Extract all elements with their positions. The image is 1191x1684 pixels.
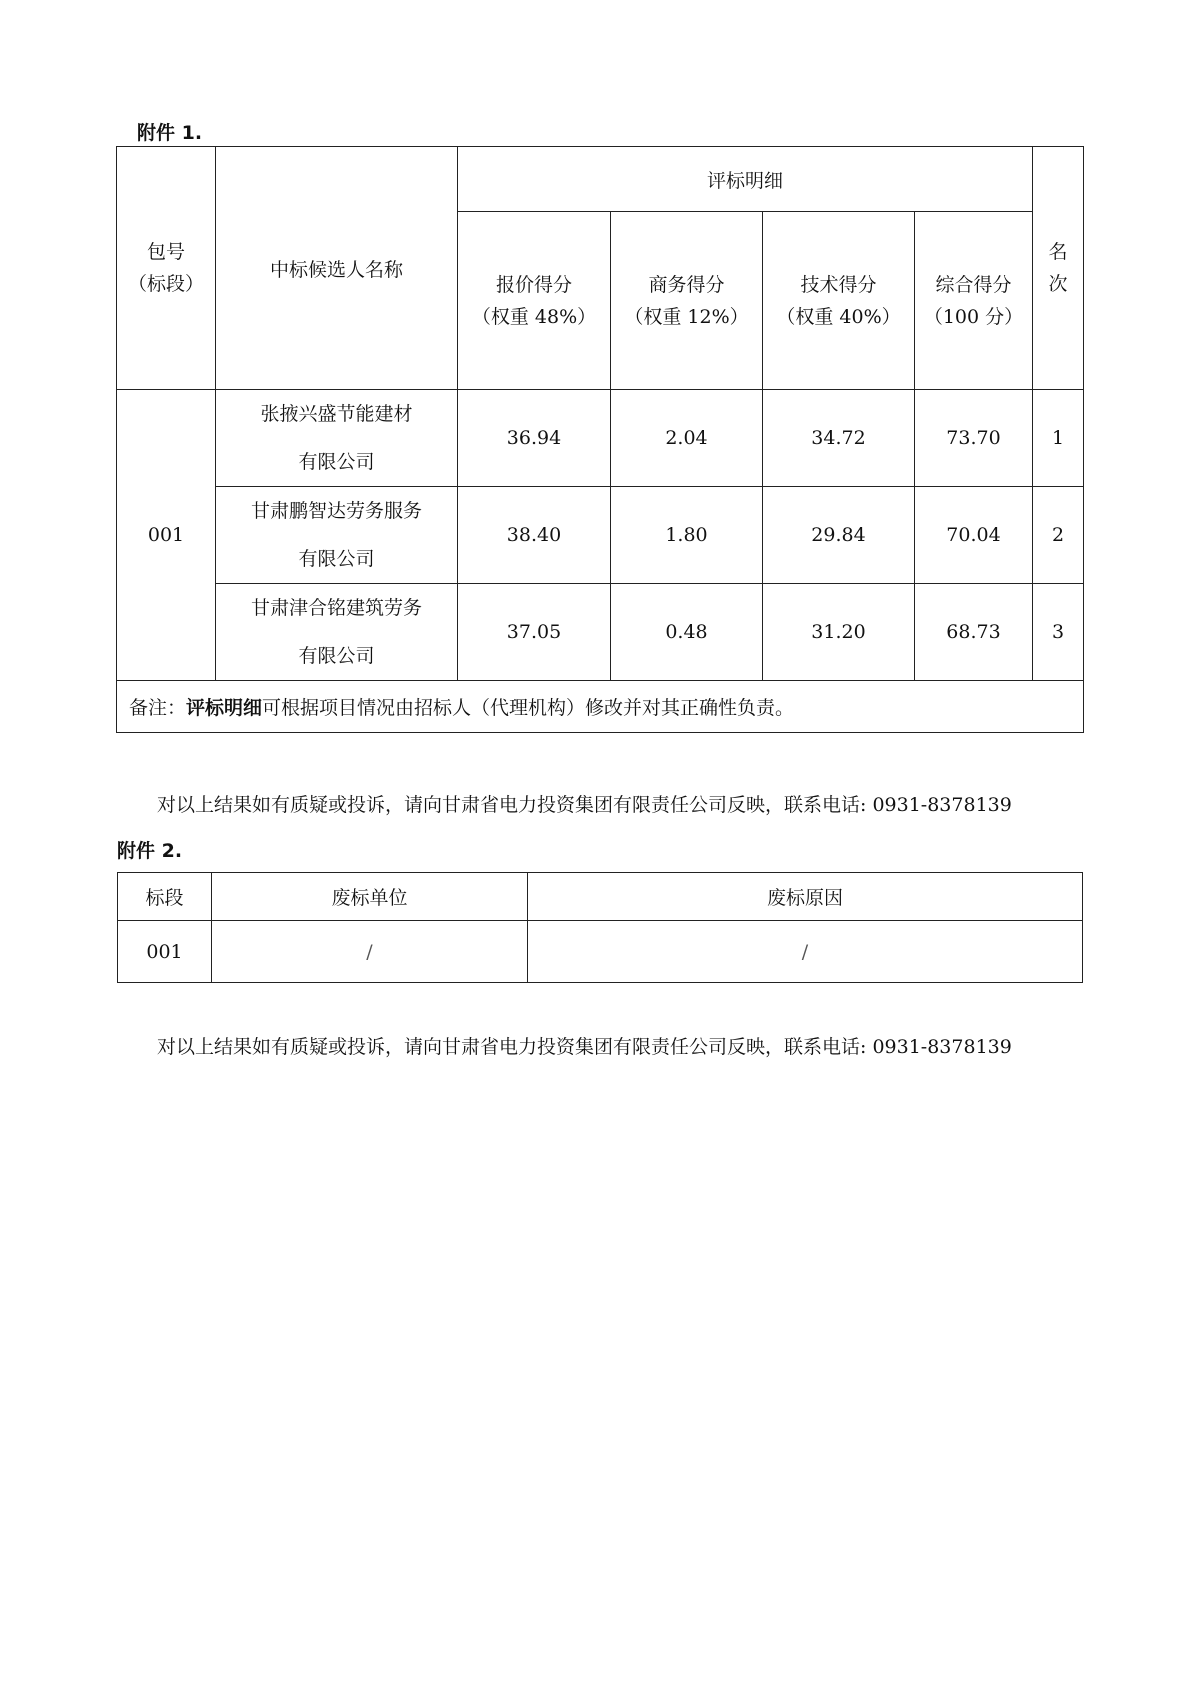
- section-number: 001: [118, 921, 212, 983]
- rank: 2: [1033, 487, 1084, 584]
- attachment2-heading: 附件 2.: [117, 840, 183, 862]
- header-unit: 废标单位: [212, 873, 528, 921]
- note-rest: 可根据项目情况由招标人（代理机构）修改并对其正确性负责。: [262, 697, 795, 719]
- header-total-score: 综合得分 （100 分）: [915, 212, 1033, 390]
- header-price-score: 报价得分 （权重 48%）: [458, 212, 611, 390]
- business-score: 1.80: [611, 487, 763, 584]
- total-score: 70.04: [915, 487, 1033, 584]
- business-score: 0.48: [611, 584, 763, 681]
- attachment1-heading: 附件 1.: [137, 122, 203, 144]
- candidate-name: 甘肃津合铭建筑劳务 有限公司: [216, 584, 458, 681]
- total-score: 73.70: [915, 390, 1033, 487]
- package-number: 001: [117, 390, 216, 681]
- price-score: 36.94: [458, 390, 611, 487]
- table-row: [117, 487, 1084, 584]
- note-prefix: 备注：: [129, 697, 187, 719]
- header-candidate: 中标候选人名称: [216, 147, 458, 390]
- candidate-name: 甘肃鹏智达劳务服务 有限公司: [216, 487, 458, 584]
- tech-score: 34.72: [763, 390, 915, 487]
- business-score: 2.04: [611, 390, 763, 487]
- disqualified-reason: /: [528, 921, 1083, 983]
- header-detail: 评标明细: [458, 147, 1033, 212]
- evaluation-table: [116, 146, 1084, 733]
- rank: 1: [1033, 390, 1084, 487]
- price-score: 38.40: [458, 487, 611, 584]
- header-rank: 名 次: [1033, 147, 1084, 390]
- contact-paragraph-1: 对以上结果如有质疑或投诉，请向甘肃省电力投资集团有限责任公司反映，联系电话: 0931-8378139: [157, 794, 1012, 816]
- note-bold: 评标明细: [186, 697, 263, 719]
- table-row: [117, 584, 1084, 681]
- candidate-name: 张掖兴盛节能建材 有限公司: [216, 390, 458, 487]
- tech-score: 29.84: [763, 487, 915, 584]
- rank: 3: [1033, 584, 1084, 681]
- price-score: 37.05: [458, 584, 611, 681]
- disqualified-table: [117, 872, 1083, 983]
- contact-paragraph-2: 对以上结果如有质疑或投诉，请向甘肃省电力投资集团有限责任公司反映，联系电话: 0931-8378139: [157, 1036, 1012, 1058]
- table-note: [117, 681, 1084, 733]
- disqualified-unit: /: [212, 921, 528, 983]
- total-score: 68.73: [915, 584, 1033, 681]
- header-section: 标段: [118, 873, 212, 921]
- header-business-score: 商务得分 （权重 12%）: [611, 212, 763, 390]
- header-package: 包号 （标段）: [117, 147, 216, 390]
- header-reason: 废标原因: [528, 873, 1083, 921]
- header-tech-score: 技术得分 （权重 40%）: [763, 212, 915, 390]
- table-row: [117, 390, 1084, 487]
- tech-score: 31.20: [763, 584, 915, 681]
- table-row: [118, 921, 1083, 983]
